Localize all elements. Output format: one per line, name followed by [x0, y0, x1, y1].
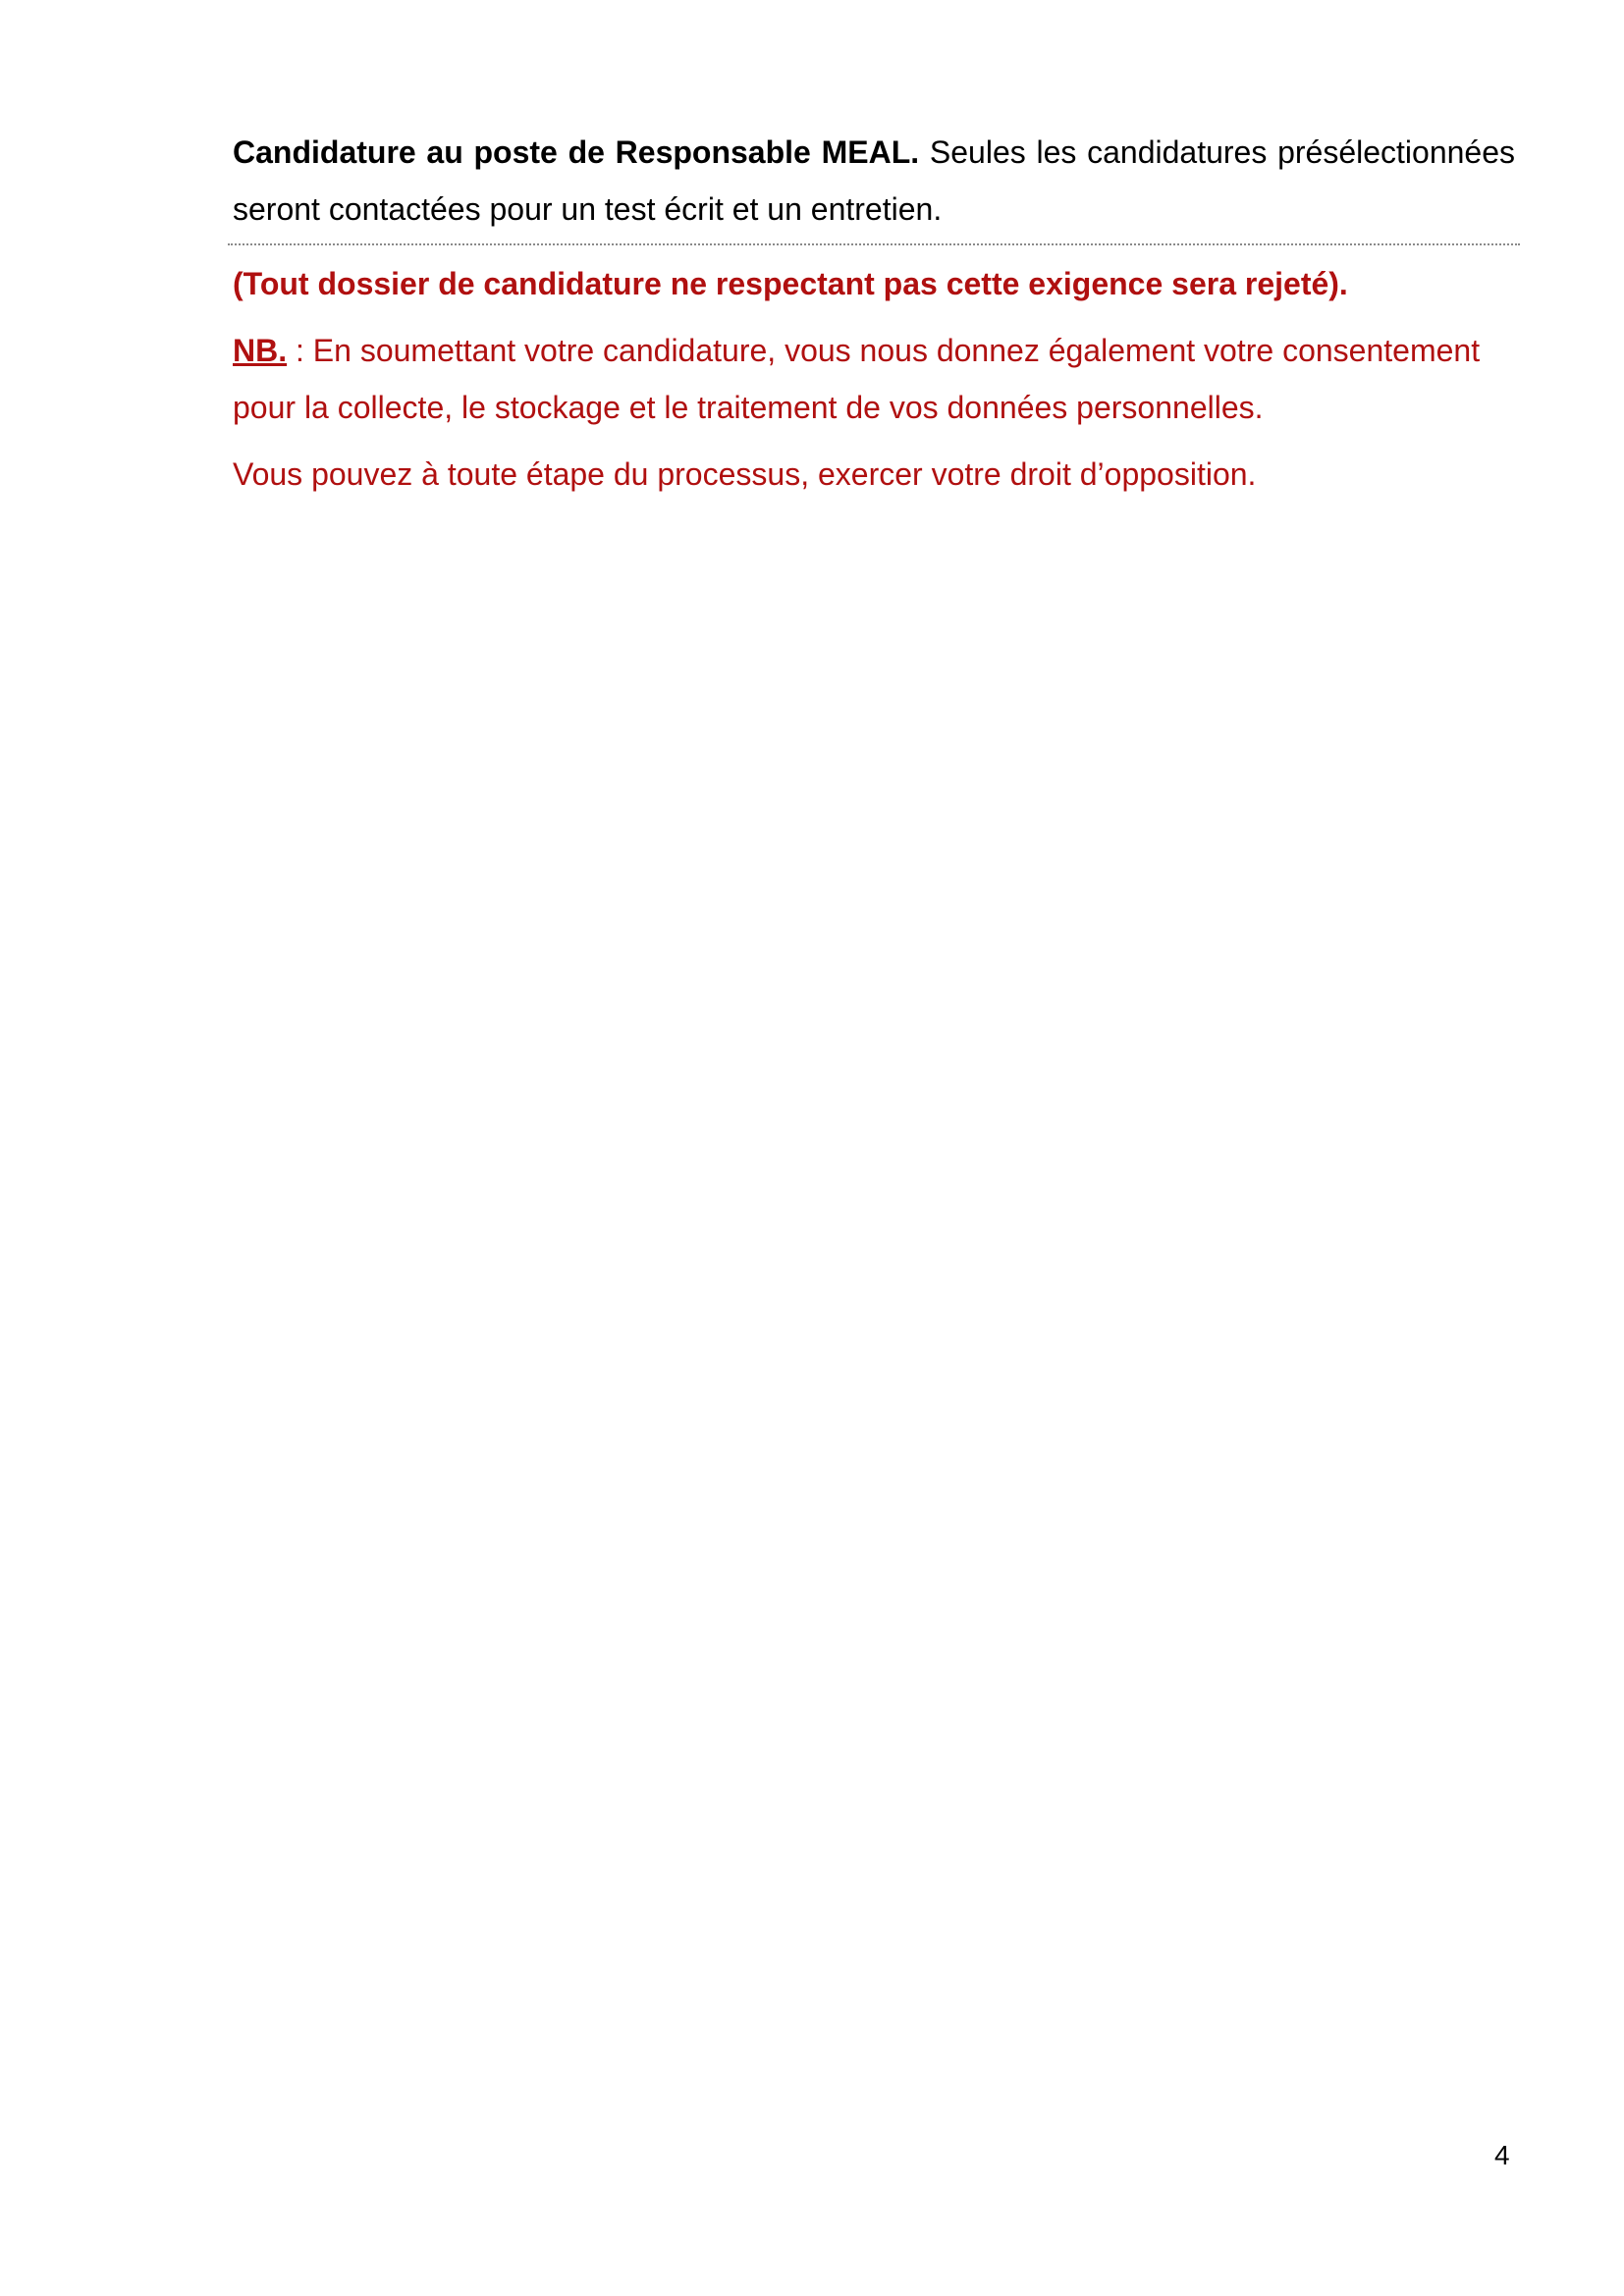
page-number: 4: [1494, 2140, 1510, 2170]
application-title: Candidature au poste de Responsable MEAL.: [233, 134, 920, 170]
nb-label: NB.: [233, 333, 288, 368]
consent-text: : En soumettant votre candidature, vous nous donnez également votre consentement pour la collecte, le stockage et le traitement de vos données personnelles.: [233, 333, 1481, 425]
document-body: [233, 124, 1515, 512]
consent-notice: [233, 322, 1515, 436]
rejection-warning: (Tout dossier de candidature ne respectant pas cette exigence sera rejeté).: [233, 266, 1348, 301]
application-paragraph: [233, 124, 1515, 238]
application-text: Seules les candidatures présélectionnées seront contactées pour un test écrit et un entretien.: [233, 134, 1516, 227]
dotted-divider: [228, 243, 1520, 245]
opposition-right-notice: Vous pouvez à toute étape du processus, exercer votre droit d’opposition.: [233, 456, 1257, 492]
